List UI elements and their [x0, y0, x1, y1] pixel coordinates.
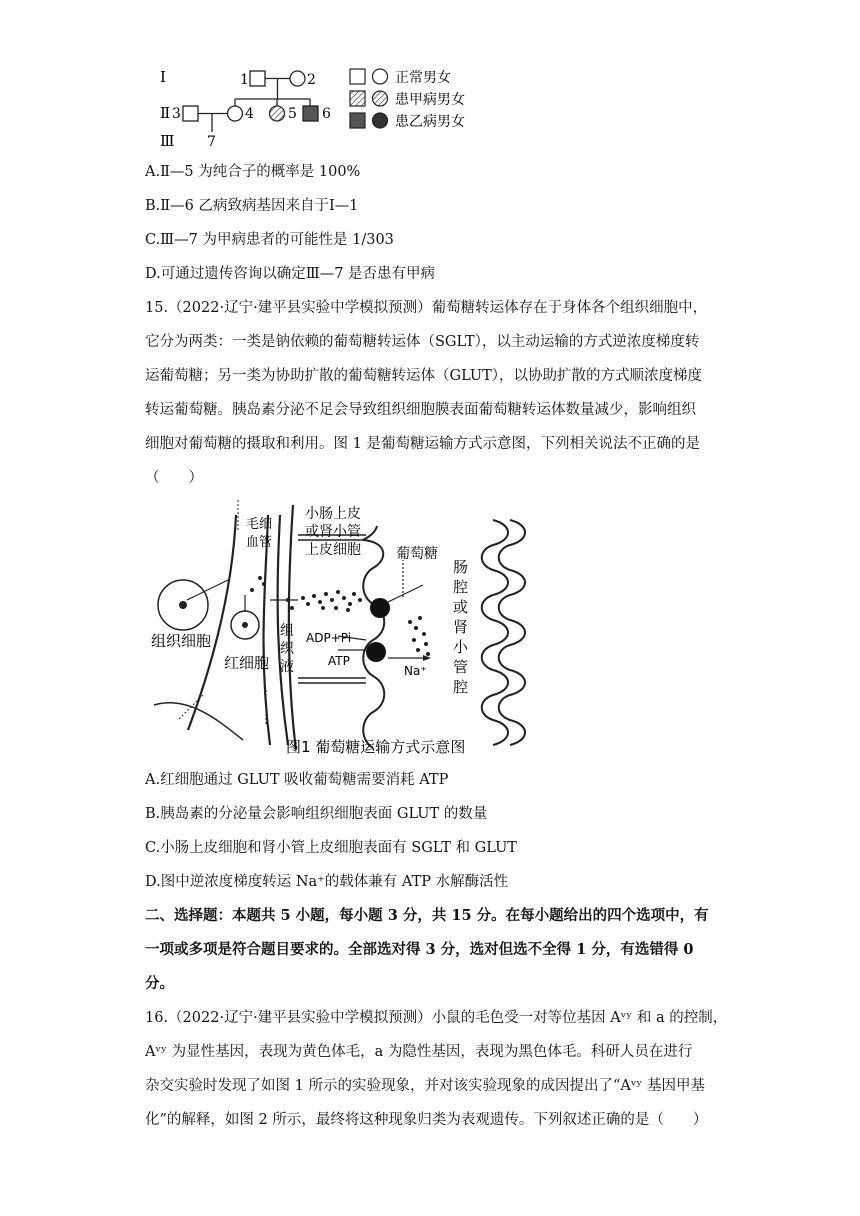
glucose-transport-figure [148, 500, 568, 762]
q16-line-1: 16.（2022·辽宁·建平县实验中学模拟预测）小鼠的毛色受一对等位基因 Aᵛʸ 和 a 的控制， [145, 1010, 728, 1026]
ind-label-4: 4 [245, 106, 254, 122]
fig-label-tissue-fluid-2: 织 [280, 641, 294, 657]
q16-line-4: 化”的解释，如图 2 所示，最终将这种现象归类为表观遗传。下列叙述正确的是（ ） [145, 1112, 708, 1128]
section2-line-2: 一项或多项是符合题目要求的。全部选对得 3 分，选对但选不全得 1 分，有选错得 0 [145, 941, 694, 958]
pedigree-diagram [150, 62, 490, 152]
q15-option-d: D.图中逆浓度梯度转运 Na⁺的载体兼有 ATP 水解酶活性 [145, 874, 509, 890]
ind-4-normal-female [228, 106, 243, 121]
ind-label-5: 5 [288, 106, 297, 122]
q14-option-c: C.Ⅲ—7 为甲病患者的可能性是 1/303 [145, 232, 394, 248]
ind-5-affected-a-female [270, 106, 285, 121]
legend-normal: 正常男女 [395, 70, 451, 86]
q15-option-b: B.胰岛素的分泌量会影响组织细胞表面 GLUT 的数量 [145, 806, 488, 822]
legend-normal-female-icon [373, 69, 388, 84]
fig-label-epithelium-2: 或肾小管 [305, 524, 361, 540]
section2-line-1: 二、选择题：本题共 5 小题，每小题 3 分，共 15 分。在每小题给出的四个选项中，有 [145, 907, 709, 924]
gen-label-3: Ⅲ [160, 132, 175, 150]
fig-label-adp: ADP+Pi [306, 631, 352, 645]
fig-label-tissue-fluid-1: 组 [280, 623, 294, 639]
ind-label-3: 3 [172, 106, 181, 122]
ind-label-1: 1 [240, 72, 249, 88]
q15-stem-line-2: 它分为两类：一类是钠依赖的葡萄糖转运体（SGLT），以主动运输的方式逆浓度梯度转 [145, 334, 700, 350]
ind-label-7: 7 [207, 134, 216, 150]
q15-stem-line-3: 运葡萄糖；另一类为协助扩散的葡萄糖转运体（GLUT），以协助扩散的方式顺浓度梯度 [145, 368, 703, 384]
fig-label-na: Na⁺ [404, 664, 427, 678]
legend-affected-b: 患乙病男女 [395, 114, 465, 130]
fig-caption: 图1 葡萄糖运输方式示意图 [286, 738, 466, 756]
gen-label-2: Ⅱ [160, 104, 171, 122]
q16-line-2: Aᵛʸ 为显性基因，表现为黄色体毛，a 为隐性基因，表现为黑色体毛。科研人员在进行 [145, 1044, 693, 1060]
fig-label-atp: ATP [328, 654, 350, 668]
ind-6-affected-b-male [303, 106, 318, 121]
legend-affected-a: 患甲病男女 [395, 92, 465, 108]
q15-stem-line-4: 转运葡萄糖。胰岛素分泌不足会导致组织细胞膜表面葡萄糖转运体数量减少，影响组织 [145, 402, 696, 418]
ind-label-6: 6 [322, 106, 331, 122]
q15-stem-line-5: 细胞对葡萄糖的摄取和利用。图 1 是葡萄糖运输方式示意图，下列相关说法不正确的是 [145, 436, 700, 452]
q16-line-3: 杂交实验时发现了如图 1 所示的实验现象，并对该实验现象的成因提出了“Aᵛʸ 基因甲基 [145, 1078, 705, 1094]
fig-label-glucose: 葡萄糖 [396, 546, 438, 562]
ind-label-2: 2 [307, 72, 316, 88]
ind-1-normal-male [250, 71, 265, 86]
legend-affected-b-female-icon [373, 113, 388, 128]
fig-label-tissue-cell: 组织细胞 [151, 632, 212, 650]
legend-affected-a-male-icon [350, 91, 365, 106]
svg-text:小: 小 [453, 638, 469, 656]
legend-affected-a-female-icon [373, 91, 388, 106]
q14-option-b: B.Ⅱ—6 乙病致病基因来自于Ⅰ—1 [145, 198, 359, 214]
svg-text:腔: 腔 [453, 678, 469, 696]
fig-label-lumen [453, 558, 469, 696]
ind-2-normal-female [290, 71, 305, 86]
svg-text:或: 或 [453, 598, 469, 616]
legend-affected-b-male-icon [350, 113, 365, 128]
q15-option-c: C.小肠上皮细胞和肾小管上皮细胞表面有 SGLT 和 GLUT [145, 840, 517, 856]
fig-label-epithelium-3: 上皮细胞 [305, 542, 361, 558]
ind-3-normal-male [183, 106, 198, 121]
fig-label-capillary-2: 血管 [246, 535, 273, 550]
fig-label-tissue-fluid-3: 液 [280, 659, 294, 675]
svg-text:管: 管 [453, 658, 469, 676]
fig-label-capillary-1: 毛细 [246, 517, 273, 532]
svg-text:肠: 肠 [453, 558, 469, 576]
q15-option-a: A.红细胞通过 GLUT 吸收葡萄糖需要消耗 ATP [145, 772, 449, 788]
fig-label-rbc: 红细胞 [224, 654, 270, 672]
svg-text:腔: 腔 [453, 578, 469, 596]
legend-normal-male-icon [350, 69, 365, 84]
gen-label-1: Ⅰ [160, 68, 166, 86]
q14-option-d: D.可通过遗传咨询以确定Ⅲ—7 是否患有甲病 [145, 266, 436, 282]
q14-option-a: A.Ⅱ—5 为纯合子的概率是 100% [145, 164, 361, 180]
q15-stem-line-1: 15.（2022·辽宁·建平县实验中学模拟预测）葡萄糖转运体存在于身体各个组织细胞中， [145, 300, 708, 316]
q15-stem-line-6: （ ） [145, 470, 203, 486]
section2-line-3: 分。 [145, 975, 174, 992]
svg-text:肾: 肾 [453, 618, 469, 636]
fig-label-epithelium-1: 小肠上皮 [305, 506, 361, 522]
